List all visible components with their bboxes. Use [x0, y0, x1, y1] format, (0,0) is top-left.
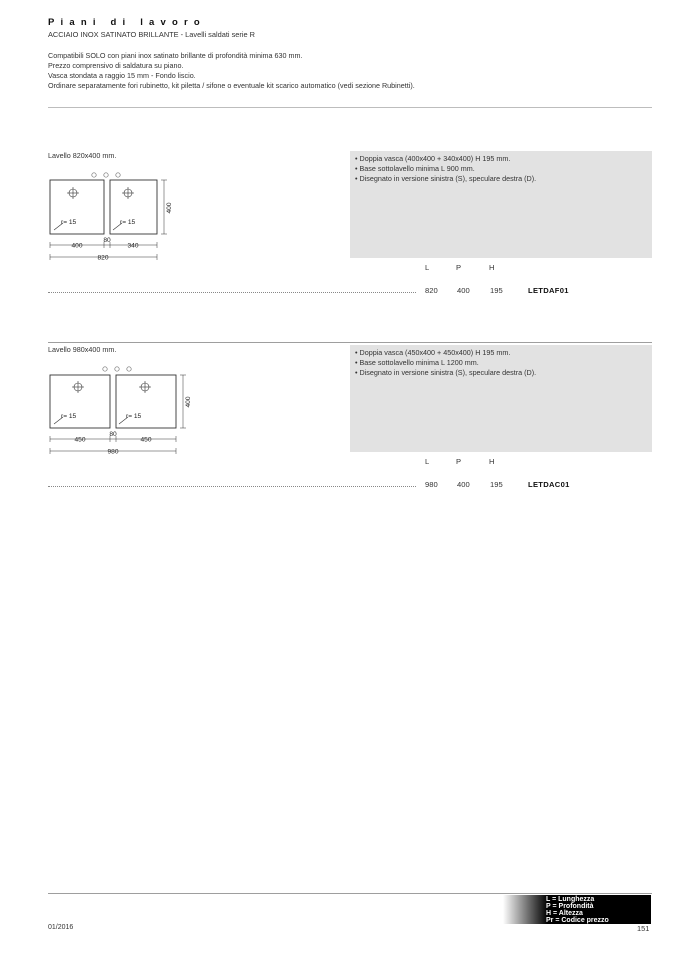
spec-item: • Doppia vasca (450x400 + 450x400) H 195 mm.: [355, 348, 652, 358]
column-header-l: L: [425, 263, 430, 272]
depth-label: 400: [166, 202, 173, 214]
radius-label: r= 15: [120, 219, 136, 226]
spec-item: • Doppia vasca (400x400 + 340x400) H 195 mm.: [355, 154, 652, 164]
total-width-label: 980: [107, 448, 119, 456]
column-header-h: H: [489, 457, 495, 466]
value-p: 400: [457, 286, 470, 295]
spec-list: [350, 345, 652, 379]
product-label: Lavello 980x400 mm.: [48, 345, 117, 354]
intro-line: Compatibili SOLO con piani inox satinato brillante di profondità minima 630 mm.: [48, 51, 303, 60]
depth-label: 400: [185, 396, 192, 408]
bowl-width-label: 450: [74, 436, 86, 444]
spec-item: • Base sottolavello minima L 900 mm.: [355, 164, 652, 174]
intro-line: Vasca stondata a raggio 15 mm - Fondo liscio.: [48, 71, 196, 80]
column-header-h: H: [489, 263, 495, 272]
column-header-p: P: [456, 263, 462, 272]
intro-line: Ordinare separatamente fori rubinetto, kit piletta / sifone o eventuale kit scarico automatico (vedi sezione Rubinetti).: [48, 81, 415, 90]
spec-box: [350, 345, 652, 452]
section-divider: [48, 342, 652, 343]
product-label: Lavello 820x400 mm.: [48, 151, 117, 160]
column-header-l: L: [425, 457, 430, 466]
intro-text: [48, 51, 415, 91]
legend-list: [546, 896, 609, 924]
intro-line: Prezzo comprensivo di saldatura su piano.: [48, 61, 184, 70]
legend-item: P = Profondità: [546, 903, 594, 910]
faucet-holes: [92, 173, 120, 177]
gap-label: 80: [109, 431, 117, 438]
legend-box: [503, 895, 651, 924]
section-divider: [48, 107, 652, 108]
value-h: 195: [490, 286, 503, 295]
dot-leader: [48, 292, 416, 293]
page-number: 151: [637, 924, 650, 933]
spec-item: • Disegnato in versione sinistra (S), speculare destra (D).: [355, 174, 652, 184]
value-l: 980: [425, 480, 438, 489]
spec-item: • Base sottolavello minima L 1200 mm.: [355, 358, 652, 368]
footer-date: 01/2016: [48, 924, 74, 931]
page-title: Piani di lavoro: [48, 17, 206, 28]
faucet-holes: [103, 367, 131, 371]
spec-box: [350, 151, 652, 258]
footer-divider: [48, 893, 652, 894]
value-l: 820: [425, 286, 438, 295]
bowl-width-label: 450: [140, 436, 152, 444]
price-code: LETDAC01: [528, 480, 570, 489]
spec-list: [350, 151, 652, 185]
dot-leader: [48, 486, 416, 487]
radius-label: r= 15: [61, 413, 77, 420]
column-header-p: P: [456, 457, 462, 466]
bowl-width-label: 340: [127, 242, 139, 250]
bowl-left: [50, 180, 104, 234]
legend-item: L = Lunghezza: [546, 896, 595, 903]
sink-drawing: [46, 166, 186, 264]
radius-label: r= 15: [61, 219, 77, 226]
value-h: 195: [490, 480, 503, 489]
radius-label: r= 15: [126, 413, 142, 420]
price-code: LETDAF01: [528, 286, 569, 295]
value-p: 400: [457, 480, 470, 489]
spec-item: • Disegnato in versione sinistra (S), speculare destra (D).: [355, 368, 652, 378]
total-width-label: 820: [97, 254, 109, 262]
legend-item: Pr = Codice prezzo: [546, 917, 609, 924]
page-subtitle: ACCIAIO INOX SATINATO BRILLANTE - Lavelli saldati serie R: [48, 30, 255, 39]
sink-drawing: [46, 360, 196, 458]
legend-item: H = Altezza: [546, 910, 583, 917]
gap-label: 80: [103, 237, 111, 244]
bowl-width-label: 400: [71, 242, 83, 250]
